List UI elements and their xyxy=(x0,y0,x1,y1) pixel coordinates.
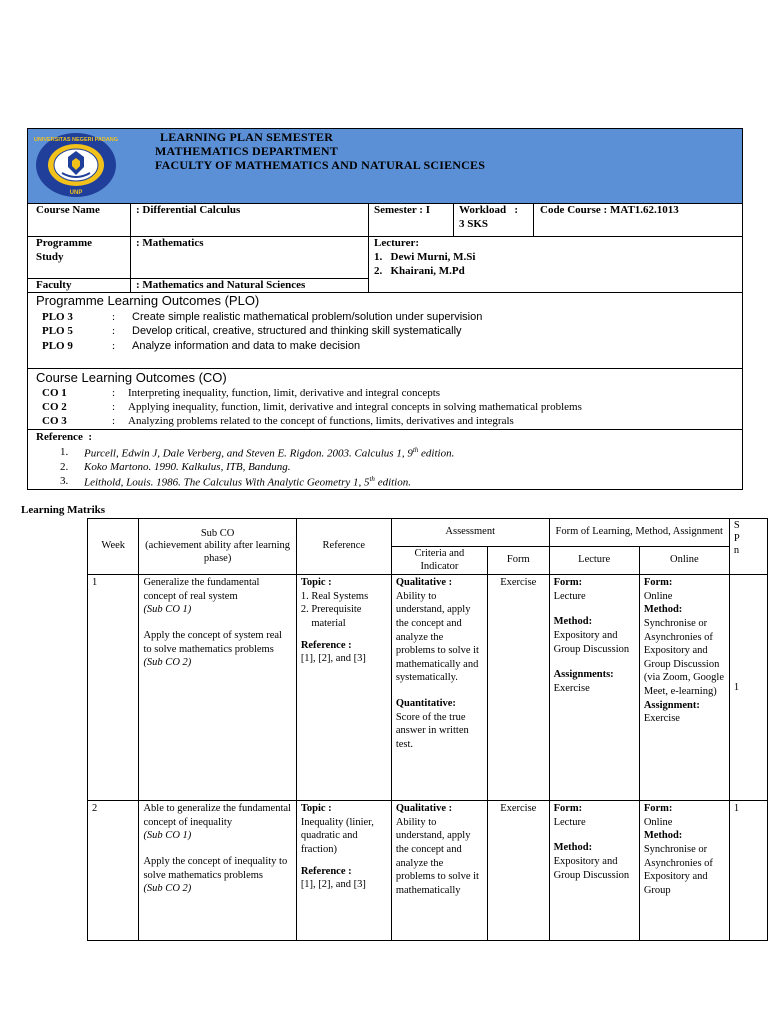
reference-item: Leithold, Louis. 1986. The Calculus With Analytic Geometry 1, 5th edition. xyxy=(84,475,411,489)
cut-off-cell: 1 xyxy=(729,801,767,941)
online-cell: Form: Online Method: Synchronise or Asynchronies of Expository and Group Discussion (via Zoom, Google Meet, e-learning) Assignment: Exercise xyxy=(639,575,729,801)
course-name-value: : Differential Calculus xyxy=(136,204,241,216)
table-row xyxy=(88,801,768,941)
course-header-box xyxy=(27,128,743,490)
plo-sep: : xyxy=(112,311,116,323)
learning-matriks-title: Learning Matriks xyxy=(21,504,106,516)
co-sep: : xyxy=(112,415,116,427)
header-criteria: Criteria and Indicator xyxy=(391,547,487,575)
form-cell: Exercise xyxy=(487,575,549,801)
header-online: Online xyxy=(639,547,729,575)
plo-sep: : xyxy=(112,325,116,337)
form-cell: Exercise xyxy=(487,801,549,941)
workload-line-2: 3 SKS xyxy=(459,218,489,230)
banner-line-2: MATHEMATICS DEPARTMENT xyxy=(155,144,338,158)
sub-co-cell: Able to generalize the fundamental concept of inequality (Sub CO 1) Apply the concept of inequality to solve mathematics problems (Sub CO 2) xyxy=(139,801,296,941)
reference-item: Purcell, Edwin J, Dale Verberg, and Steven E. Rigdon. 2003. Calculus 1, 9th edition. xyxy=(84,446,455,460)
reference-num: 2. xyxy=(60,461,69,473)
reference-cell: Topic : 1. Real Systems 2. Prerequisite material Reference : [1], [2], and [3] xyxy=(296,575,391,801)
plo-code: PLO 5 xyxy=(42,325,73,337)
header-form-of-learning: Form of Learning, Method, Assignment xyxy=(549,519,729,547)
plo-title: Programme Learning Outcomes (PLO) xyxy=(36,293,260,308)
week-cell: 1 xyxy=(88,575,139,801)
reference-num: 1. xyxy=(60,446,69,458)
programme-label-1: Programme xyxy=(36,237,92,249)
online-cell: Form: Online Method: Synchronise or Asynchronies of Expository and Group xyxy=(639,801,729,941)
lecture-cell: Form: Lecture Method: Expository and Group Discussion Assignments: Exercise xyxy=(549,575,639,801)
lecturer-1: 1. Dewi Murni, M.Si xyxy=(374,251,476,263)
reference-item: Koko Martono. 1990. Kalkulus, ITB, Bandung. xyxy=(84,461,291,473)
co-title: Course Learning Outcomes (CO) xyxy=(36,370,227,385)
header-week: Week xyxy=(88,519,139,575)
faculty-value: : Mathematics and Natural Sciences xyxy=(136,279,306,291)
co-sep: : xyxy=(112,401,116,413)
programme-value: : Mathematics xyxy=(136,237,204,249)
co-text: Analyzing problems related to the concept of functions, limits, derivatives and integrals xyxy=(128,415,514,427)
co-sep: : xyxy=(112,387,116,399)
plo-code: PLO 3 xyxy=(42,311,73,323)
plo-sep: : xyxy=(112,340,116,352)
programme-label-2: Study xyxy=(36,251,64,263)
header-reference: Reference xyxy=(296,519,391,575)
header-sub-co: Sub CO (achievement ability after learning phase) xyxy=(139,519,296,575)
plo-text: Analyze information and data to make decision xyxy=(132,340,361,352)
semester: Semester : I xyxy=(374,204,430,216)
banner-line-3: FACULTY OF MATHEMATICS AND NATURAL SCIENCES xyxy=(155,158,486,172)
logo-text-top: UNIVERSITAS NEGERI PADANG xyxy=(33,137,119,143)
co-code: CO 2 xyxy=(42,401,67,413)
plo-text: Develop critical, creative, structured and thinking skill systematically xyxy=(132,325,462,337)
logo-text-bottom: UNP xyxy=(69,190,83,196)
university-logo xyxy=(32,131,120,199)
lecturer-label: Lecturer: xyxy=(374,237,419,249)
week-cell: 2 xyxy=(88,801,139,941)
plo-text: Create simple realistic mathematical problem/solution under supervision xyxy=(132,311,483,323)
faculty-label: Faculty xyxy=(36,279,72,291)
reference-cell: Topic : Inequality (linier, quadratic and fraction) Reference : [1], [2], and [3] xyxy=(296,801,391,941)
header-cut-off: S P n xyxy=(729,519,767,575)
title-banner xyxy=(28,129,742,204)
lecturer-2: 2. Khairani, M.Pd xyxy=(374,265,465,277)
criteria-cell: Qualitative : Ability to understand, apply the concept and analyze the problems to solve it mathematically and systematically. Quantitative: Score of the true answer in written test. xyxy=(391,575,487,801)
code-course: Code Course : MAT1.62.1013 xyxy=(540,204,679,216)
header-form: Form xyxy=(487,547,549,575)
course-name-label: Course Name xyxy=(36,204,100,216)
criteria-cell: Qualitative : Ability to understand, apply the concept and analyze the problems to solve it mathematically xyxy=(391,801,487,941)
header-lecture: Lecture xyxy=(549,547,639,575)
table-row xyxy=(88,575,768,801)
reference-title: Reference : xyxy=(36,431,92,443)
co-code: CO 1 xyxy=(42,387,67,399)
cut-off-cell: 1 xyxy=(729,575,767,801)
lecture-cell: Form: Lecture Method: Expository and Group Discussion xyxy=(549,801,639,941)
sub-co-cell: Generalize the fundamental concept of real system (Sub CO 1) Apply the concept of system real to solve mathematics problems (Sub CO 2) xyxy=(139,575,296,801)
workload-line-1: Workload : xyxy=(459,204,518,216)
learning-matriks-table xyxy=(87,518,768,941)
header-assessment: Assessment xyxy=(391,519,549,547)
plo-code: PLO 9 xyxy=(42,340,73,352)
co-text: Interpreting inequality, function, limit, derivative and integral concepts xyxy=(128,387,441,399)
co-code: CO 3 xyxy=(42,415,67,427)
co-text: Applying inequality, function, limit, derivative and integral concepts in solving mathematical problems xyxy=(128,401,582,413)
reference-num: 3. xyxy=(60,475,69,487)
banner-line-1: LEARNING PLAN SEMESTER xyxy=(160,130,334,144)
